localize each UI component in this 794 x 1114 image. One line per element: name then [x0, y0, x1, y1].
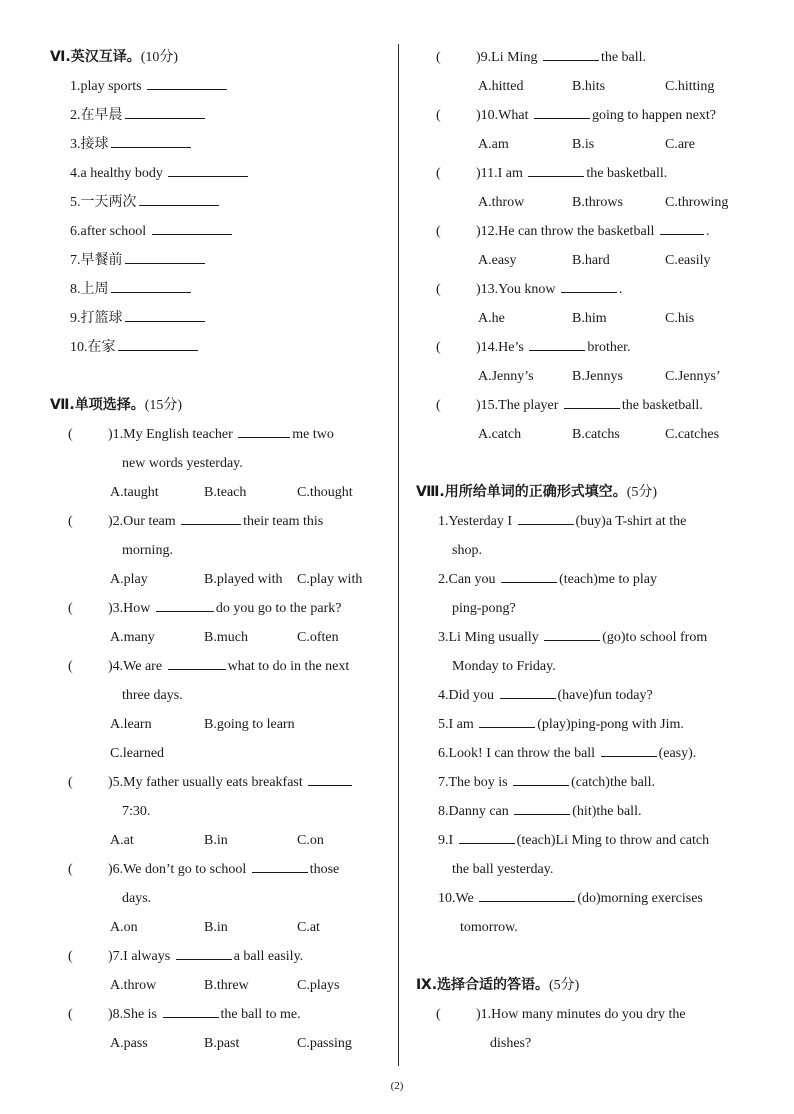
option-a[interactable]: A.Jenny’s — [478, 369, 534, 384]
sec8-question-9: 9.I (teach)Li Ming to throw and catch — [438, 826, 709, 855]
option-b[interactable]: B.is — [572, 137, 595, 152]
sec7-question-1-cont: new words yesterday. — [122, 456, 243, 471]
sec8-question-8: 8.Danny can (hit)the ball. — [438, 797, 641, 826]
sec6-item-6: 6.after school — [70, 217, 234, 246]
sec7-question-14-options — [478, 362, 738, 391]
option-b[interactable]: B.played with — [204, 572, 283, 587]
answer-blank[interactable] — [529, 334, 585, 351]
option-b[interactable]: B.past — [204, 1036, 240, 1051]
sec6-item-5: 5.一天两次 — [70, 188, 221, 217]
answer-blank[interactable] — [111, 276, 191, 293]
option-a[interactable]: A.pass — [110, 1036, 148, 1051]
option-b[interactable]: B.hits — [572, 79, 606, 94]
answer-blank[interactable] — [564, 392, 620, 409]
answer-blank[interactable] — [176, 943, 232, 960]
answer-blank[interactable] — [601, 740, 657, 757]
option-a[interactable]: A.on — [110, 920, 138, 935]
option-b[interactable]: B.Jennys — [572, 369, 623, 384]
option-b[interactable]: B.catchs — [572, 427, 620, 442]
option-a[interactable]: A.hitted — [478, 79, 524, 94]
answer-blank[interactable] — [125, 247, 205, 264]
sec7-question-13-options — [478, 304, 738, 333]
sec7-question-11: ( )11.I am the basketball. — [436, 159, 667, 188]
answer-blank[interactable] — [543, 44, 599, 61]
answer-blank[interactable] — [163, 1001, 219, 1018]
sec7-question-5: ( )5.My father usually eats breakfast — [68, 768, 354, 797]
answer-blank[interactable] — [561, 276, 617, 293]
sec7-question-2: ( )2.Our team their team this — [68, 507, 323, 536]
sec7-question-3: ( )3.How do you go to the park? — [68, 594, 341, 623]
column-divider — [398, 44, 399, 1066]
answer-blank[interactable] — [168, 653, 226, 670]
answer-blank[interactable] — [513, 769, 569, 786]
option-b[interactable]: B.much — [204, 630, 248, 645]
sec8-question-1: 1.Yesterday I (buy)a T-shirt at the — [438, 507, 686, 536]
sec8-question-9-cont: the ball yesterday. — [452, 862, 554, 877]
option-c[interactable]: C.easily — [665, 253, 711, 268]
option-b[interactable]: B.in — [204, 833, 228, 848]
answer-blank[interactable] — [147, 73, 227, 90]
answer-blank[interactable] — [534, 102, 590, 119]
sec7-question-13: ( )13.You know . — [436, 275, 622, 304]
sec7-question-1: ( )1.My English teacher me two — [68, 420, 334, 449]
answer-blank[interactable] — [118, 334, 198, 351]
sec9-question-1: ( )1.How many minutes do you dry the — [436, 1007, 686, 1022]
option-c[interactable]: C.thought — [297, 485, 353, 500]
sec6-item-1: 1.play sports — [70, 72, 229, 101]
sec7-question-11-options — [478, 188, 738, 217]
answer-blank[interactable] — [168, 160, 248, 177]
sec9-question-1-cont: dishes? — [490, 1036, 532, 1051]
sec8-question-10: 10.We (do)morning exercises — [438, 884, 703, 913]
option-c[interactable]: C.at — [297, 920, 320, 935]
sec8-question-4: 4.Did you (have)fun today? — [438, 681, 653, 710]
sec7-question-8: ( )8.She is the ball to me. — [68, 1000, 301, 1029]
sec6-item-9: 9.打篮球 — [70, 304, 207, 333]
option-a[interactable]: A.throw — [478, 195, 525, 210]
option-b[interactable]: B.threw — [204, 978, 249, 993]
section-9-title: Ⅸ.选择合适的答语。(5分) — [416, 977, 580, 993]
sec7-question-4-options — [110, 710, 370, 739]
section-6-title: Ⅵ.英汉互译。(10分) — [50, 49, 179, 65]
option-c[interactable]: C.learned — [110, 746, 165, 761]
sec8-question-2: 2.Can you (teach)me to play — [438, 565, 657, 594]
answer-blank[interactable] — [459, 827, 515, 844]
sec7-question-6-cont: days. — [122, 891, 152, 906]
answer-blank[interactable] — [479, 885, 575, 902]
answer-blank[interactable] — [479, 711, 535, 728]
option-c[interactable]: C.play with — [297, 572, 363, 587]
sec6-item-3: 3.接球 — [70, 130, 193, 159]
sec8-question-7: 7.The boy is (catch)the ball. — [438, 768, 655, 797]
answer-blank[interactable] — [514, 798, 570, 815]
answer-blank[interactable] — [308, 769, 352, 786]
sec7-question-14: ( )14.He’s brother. — [436, 333, 630, 362]
option-c[interactable]: C.are — [665, 137, 695, 152]
sec7-question-5-options — [110, 826, 370, 855]
sec7-question-5-cont: 7:30. — [122, 804, 151, 819]
section-8-title: Ⅷ.用所给单词的正确形式填空。(5分) — [416, 484, 658, 500]
option-c[interactable]: C.often — [297, 630, 339, 645]
option-a[interactable]: A.catch — [478, 427, 522, 442]
answer-blank[interactable] — [660, 218, 704, 235]
sec7-question-9-options — [478, 72, 738, 101]
sec8-question-5: 5.I am (play)ping-pong with Jim. — [438, 710, 684, 739]
sec8-question-1-cont: shop. — [452, 543, 482, 558]
option-b[interactable]: B.teach — [204, 485, 247, 500]
option-a[interactable]: A.play — [110, 572, 148, 587]
sec7-question-10-options — [478, 130, 738, 159]
answer-blank[interactable] — [500, 682, 556, 699]
sec7-question-4-cont: three days. — [122, 688, 183, 703]
option-c[interactable]: C.his — [665, 311, 695, 326]
option-b[interactable]: B.going to learn — [204, 717, 295, 732]
answer-blank[interactable] — [152, 218, 232, 235]
sec7-question-7-options — [110, 971, 370, 1000]
sec6-item-4: 4.a healthy body — [70, 159, 250, 188]
sec7-question-7: ( )7.I always a ball easily. — [68, 942, 303, 971]
answer-blank[interactable] — [139, 189, 219, 206]
option-a[interactable]: A.easy — [478, 253, 517, 268]
option-c[interactable]: C.catches — [665, 427, 720, 442]
answer-blank[interactable] — [252, 856, 308, 873]
sec6-item-7: 7.早餐前 — [70, 246, 207, 275]
option-c[interactable]: C.on — [297, 833, 324, 848]
option-b[interactable]: B.him — [572, 311, 607, 326]
sec7-question-10: ( )10.What going to happen next? — [436, 101, 716, 130]
option-b[interactable]: B.throws — [572, 195, 623, 210]
option-c[interactable]: C.Jennys’ — [665, 369, 721, 384]
option-b[interactable]: B.in — [204, 920, 228, 935]
answer-blank[interactable] — [181, 508, 241, 525]
sec7-question-9: ( )9.Li Ming the ball. — [436, 43, 646, 72]
answer-blank[interactable] — [501, 566, 557, 583]
section-7-title: Ⅶ.单项选择。(15分) — [50, 397, 183, 413]
sec7-question-3-options — [110, 623, 370, 652]
sec7-question-2-cont: morning. — [122, 543, 173, 558]
sec7-question-12: ( )12.He can throw the basketball . — [436, 217, 709, 246]
sec7-question-15: ( )15.The player the basketball. — [436, 391, 703, 420]
option-c[interactable]: C.passing — [297, 1036, 352, 1051]
sec7-question-1-options — [110, 478, 370, 507]
sec8-question-6: 6.Look! I can throw the ball (easy). — [438, 739, 696, 768]
option-a[interactable]: A.at — [110, 833, 134, 848]
page-number: (2) — [390, 1080, 404, 1092]
answer-blank[interactable] — [544, 624, 600, 641]
option-a[interactable]: A.many — [110, 630, 155, 645]
option-c[interactable]: C.plays — [297, 978, 340, 993]
sec7-question-2-options — [110, 565, 370, 594]
option-c[interactable]: C.throwing — [665, 195, 729, 210]
option-a[interactable]: A.taught — [110, 485, 159, 500]
answer-blank[interactable] — [111, 131, 191, 148]
answer-blank[interactable] — [125, 305, 205, 322]
option-a[interactable]: A.learn — [110, 717, 152, 732]
option-a[interactable]: A.throw — [110, 978, 157, 993]
sec8-question-10-cont: tomorrow. — [460, 920, 518, 935]
option-a[interactable]: A.am — [478, 137, 509, 152]
sec8-question-3: 3.Li Ming usually (go)to school from — [438, 623, 707, 652]
sec7-question-4: ( )4.We are what to do in the next — [68, 652, 349, 681]
sec7-question-6-options — [110, 913, 370, 942]
answer-blank[interactable] — [238, 421, 290, 438]
sec6-item-2: 2.在早晨 — [70, 101, 207, 130]
answer-blank[interactable] — [518, 508, 574, 525]
sec7-question-6: ( )6.We don’t go to school those — [68, 855, 339, 884]
sec6-item-10: 10.在家 — [70, 333, 200, 362]
sec6-item-8: 8.上周 — [70, 275, 193, 304]
sec8-question-3-cont: Monday to Friday. — [452, 659, 556, 674]
option-c[interactable]: C.hitting — [665, 79, 715, 94]
sec7-question-12-options — [478, 246, 738, 275]
sec8-question-2-cont: ping-pong? — [452, 601, 516, 616]
answer-blank[interactable] — [125, 102, 205, 119]
answer-blank[interactable] — [156, 595, 214, 612]
option-b[interactable]: B.hard — [572, 253, 610, 268]
sec7-question-8-options — [110, 1029, 370, 1058]
option-a[interactable]: A.he — [478, 311, 505, 326]
answer-blank[interactable] — [528, 160, 584, 177]
sec7-question-15-options — [478, 420, 738, 449]
